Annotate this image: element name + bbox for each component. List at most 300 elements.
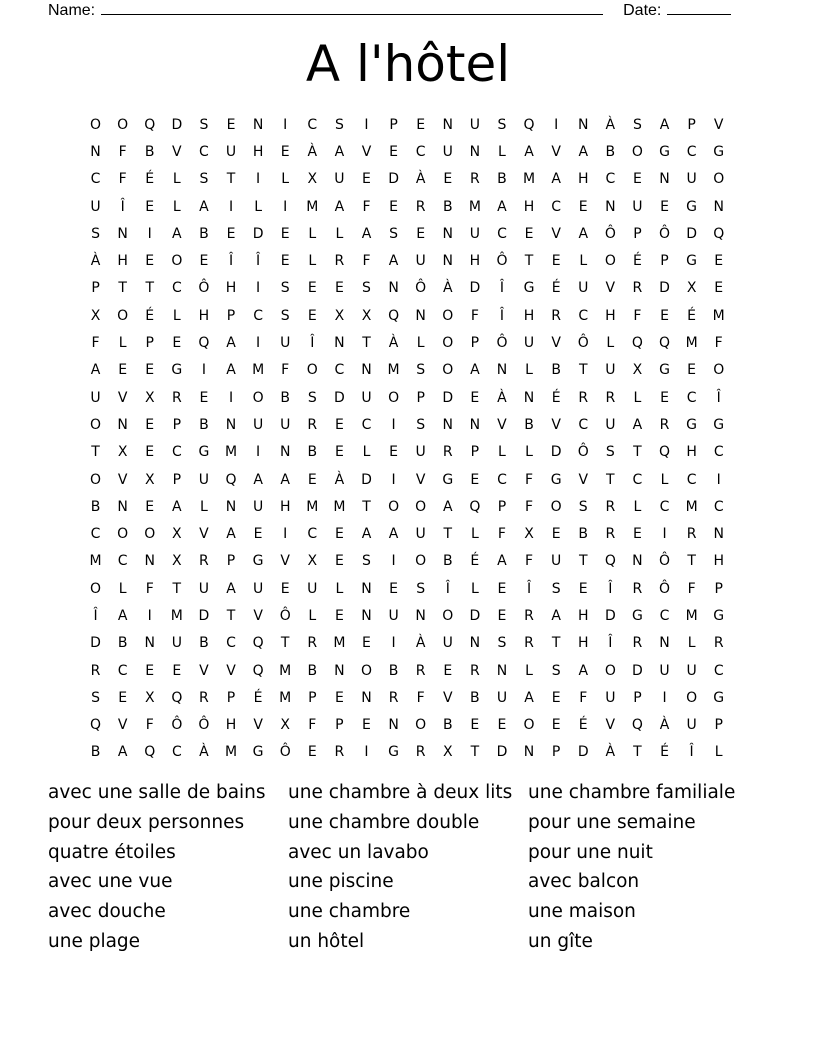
grid-letter[interactable]: A: [497, 553, 507, 570]
grid-letter[interactable]: L: [633, 498, 642, 515]
grid-letter[interactable]: N: [469, 416, 481, 433]
grid-letter[interactable]: D: [469, 280, 481, 297]
grid-letter[interactable]: E: [443, 171, 453, 188]
grid-letter[interactable]: N: [415, 607, 426, 624]
grid-letter[interactable]: C: [171, 744, 182, 761]
grid-letter[interactable]: E: [145, 662, 155, 679]
grid-letter[interactable]: C: [497, 225, 507, 242]
grid-letter[interactable]: A: [524, 143, 534, 160]
grid-letter[interactable]: X: [442, 744, 453, 761]
grid-letter[interactable]: X: [280, 717, 290, 734]
grid-letter[interactable]: S: [551, 580, 561, 597]
grid-letter[interactable]: T: [226, 171, 236, 188]
grid-letter[interactable]: E: [199, 389, 209, 406]
grid-letter[interactable]: S: [280, 307, 290, 324]
grid-letter[interactable]: F: [714, 335, 723, 352]
grid-letter[interactable]: U: [686, 662, 697, 679]
grid-letter[interactable]: R: [334, 253, 345, 270]
grid-letter[interactable]: Q: [631, 717, 643, 734]
grid-letter[interactable]: I: [256, 335, 261, 352]
grid-letter[interactable]: I: [228, 198, 234, 215]
grid-letter[interactable]: R: [415, 744, 426, 761]
grid-letter[interactable]: L: [470, 580, 479, 597]
grid-letter[interactable]: N: [361, 607, 372, 624]
grid-letter[interactable]: U: [171, 635, 182, 652]
grid-letter[interactable]: N: [442, 253, 453, 270]
grid-letter[interactable]: U: [578, 280, 589, 297]
grid-letter[interactable]: S: [334, 116, 344, 133]
grid-letter[interactable]: E: [714, 253, 724, 270]
grid-letter[interactable]: N: [117, 225, 128, 242]
grid-letter[interactable]: D: [686, 225, 697, 242]
grid-letter[interactable]: O: [360, 662, 372, 679]
grid-letter[interactable]: Ô: [415, 280, 427, 297]
grid-letter[interactable]: V: [117, 389, 128, 406]
grid-letter[interactable]: B: [280, 389, 290, 406]
grid-letter[interactable]: P: [687, 116, 696, 133]
grid-letter[interactable]: Ô: [171, 717, 183, 734]
grid-letter[interactable]: L: [470, 526, 479, 543]
grid-letter[interactable]: M: [523, 171, 536, 188]
grid-letter[interactable]: Î: [256, 253, 261, 270]
grid-letter[interactable]: M: [333, 635, 346, 652]
grid-letter[interactable]: L: [660, 471, 669, 488]
grid-letter[interactable]: A: [226, 335, 236, 352]
grid-letter[interactable]: Q: [252, 635, 264, 652]
grid-letter[interactable]: X: [144, 471, 155, 488]
grid-letter[interactable]: U: [252, 498, 264, 515]
grid-letter[interactable]: S: [632, 116, 642, 133]
grid-letter[interactable]: L: [172, 171, 181, 188]
grid-letter[interactable]: H: [225, 717, 237, 734]
grid-letter[interactable]: L: [308, 607, 317, 624]
grid-letter[interactable]: E: [660, 389, 669, 406]
grid-letter[interactable]: O: [442, 362, 454, 379]
grid-letter[interactable]: O: [306, 362, 318, 379]
grid-letter[interactable]: R: [199, 689, 209, 706]
grid-letter[interactable]: U: [198, 580, 210, 597]
grid-letter[interactable]: A: [226, 362, 236, 379]
grid-letter[interactable]: C: [632, 471, 643, 488]
grid-letter[interactable]: S: [199, 171, 209, 188]
grid-letter[interactable]: V: [361, 143, 372, 160]
grid-letter[interactable]: G: [442, 471, 454, 488]
grid-letter[interactable]: B: [605, 143, 616, 160]
grid-letter[interactable]: X: [686, 280, 697, 297]
grid-letter[interactable]: G: [686, 198, 698, 215]
grid-letter[interactable]: I: [662, 689, 667, 706]
grid-letter[interactable]: Q: [171, 689, 183, 706]
grid-letter[interactable]: P: [308, 689, 317, 706]
grid-letter[interactable]: R: [388, 689, 399, 706]
grid-letter[interactable]: E: [389, 580, 398, 597]
grid-letter[interactable]: B: [578, 526, 589, 543]
grid-letter[interactable]: L: [498, 143, 506, 160]
grid-letter[interactable]: B: [199, 416, 209, 433]
grid-letter[interactable]: L: [118, 580, 127, 597]
grid-letter[interactable]: B: [90, 744, 101, 761]
grid-letter[interactable]: A: [388, 526, 399, 543]
grid-letter[interactable]: H: [577, 607, 589, 624]
grid-letter[interactable]: N: [361, 689, 372, 706]
grid-letter[interactable]: A: [280, 471, 290, 488]
grid-letter[interactable]: D: [198, 607, 210, 624]
grid-letter[interactable]: B: [442, 553, 453, 570]
grid-letter[interactable]: P: [91, 280, 100, 297]
grid-letter[interactable]: G: [713, 689, 725, 706]
grid-letter[interactable]: I: [283, 198, 288, 215]
grid-letter[interactable]: A: [334, 198, 345, 215]
grid-letter[interactable]: O: [604, 253, 616, 270]
grid-letter[interactable]: N: [523, 389, 535, 406]
grid-letter[interactable]: O: [442, 335, 454, 352]
grid-letter[interactable]: M: [306, 498, 319, 515]
grid-letter[interactable]: G: [713, 607, 725, 624]
grid-letter[interactable]: O: [523, 717, 535, 734]
grid-letter[interactable]: M: [685, 335, 698, 352]
grid-letter[interactable]: G: [631, 607, 643, 624]
grid-letter[interactable]: O: [415, 553, 427, 570]
grid-letter[interactable]: R: [551, 307, 561, 324]
grid-letter[interactable]: U: [496, 689, 508, 706]
grid-letter[interactable]: À: [415, 171, 426, 188]
grid-letter[interactable]: L: [308, 253, 317, 270]
grid-letter[interactable]: É: [470, 553, 480, 570]
grid-letter[interactable]: Q: [144, 116, 156, 133]
grid-letter[interactable]: E: [578, 198, 588, 215]
grid-letter[interactable]: U: [225, 143, 237, 160]
grid-letter[interactable]: H: [605, 307, 616, 324]
grid-letter[interactable]: N: [225, 416, 237, 433]
grid-letter[interactable]: X: [361, 307, 372, 324]
grid-letter[interactable]: Ô: [659, 580, 671, 597]
grid-letter[interactable]: Î: [689, 744, 694, 761]
grid-letter[interactable]: L: [254, 198, 263, 215]
grid-letter[interactable]: À: [415, 635, 426, 652]
grid-letter[interactable]: À: [497, 389, 507, 406]
grid-letter[interactable]: P: [172, 416, 182, 433]
grid-letter[interactable]: D: [334, 389, 345, 406]
grid-letter[interactable]: E: [362, 635, 371, 652]
grid-letter[interactable]: P: [226, 553, 236, 570]
grid-letter[interactable]: Ô: [279, 744, 291, 761]
grid-letter[interactable]: R: [605, 526, 616, 543]
grid-letter[interactable]: U: [307, 580, 318, 597]
grid-letter[interactable]: E: [334, 444, 344, 461]
grid-letter[interactable]: U: [415, 444, 426, 461]
grid-letter[interactable]: L: [525, 362, 533, 379]
grid-letter[interactable]: P: [226, 689, 236, 706]
grid-letter[interactable]: S: [199, 116, 209, 133]
grid-letter[interactable]: E: [416, 116, 426, 133]
grid-letter[interactable]: I: [391, 553, 396, 570]
grid-letter[interactable]: U: [469, 225, 480, 242]
grid-letter[interactable]: Q: [659, 335, 671, 352]
grid-letter[interactable]: U: [334, 171, 345, 188]
grid-letter[interactable]: Î: [228, 253, 234, 270]
grid-letter[interactable]: U: [198, 471, 210, 488]
grid-letter[interactable]: N: [469, 635, 481, 652]
grid-letter[interactable]: E: [226, 116, 236, 133]
grid-letter[interactable]: O: [686, 689, 698, 706]
grid-letter[interactable]: L: [633, 389, 642, 406]
grid-letter[interactable]: H: [469, 253, 481, 270]
grid-letter[interactable]: A: [578, 662, 589, 679]
grid-letter[interactable]: U: [659, 662, 670, 679]
grid-letter[interactable]: B: [442, 717, 453, 734]
grid-letter[interactable]: M: [712, 307, 725, 324]
grid-letter[interactable]: Q: [604, 553, 616, 570]
grid-letter[interactable]: X: [524, 526, 534, 543]
grid-letter[interactable]: F: [525, 553, 534, 570]
grid-letter[interactable]: E: [199, 253, 209, 270]
grid-letter[interactable]: M: [279, 689, 292, 706]
grid-letter[interactable]: F: [362, 198, 371, 215]
grid-letter[interactable]: N: [523, 744, 535, 761]
grid-letter[interactable]: D: [496, 744, 508, 761]
grid-letter[interactable]: R: [307, 416, 318, 433]
grid-letter[interactable]: V: [117, 717, 128, 734]
grid-letter[interactable]: F: [91, 335, 100, 352]
grid-letter[interactable]: T: [145, 280, 155, 297]
grid-letter[interactable]: G: [388, 744, 399, 761]
grid-letter[interactable]: P: [551, 744, 561, 761]
grid-letter[interactable]: Ô: [198, 717, 210, 734]
grid-letter[interactable]: Ô: [659, 225, 671, 242]
grid-letter[interactable]: E: [280, 225, 290, 242]
grid-letter[interactable]: O: [415, 498, 427, 515]
grid-letter[interactable]: U: [686, 717, 697, 734]
grid-letter[interactable]: E: [524, 225, 534, 242]
grid-letter[interactable]: C: [307, 116, 318, 133]
grid-letter[interactable]: V: [605, 717, 616, 734]
grid-letter[interactable]: C: [497, 471, 507, 488]
grid-letter[interactable]: T: [524, 253, 534, 270]
grid-letter[interactable]: G: [713, 416, 725, 433]
grid-letter[interactable]: U: [361, 389, 372, 406]
grid-letter[interactable]: N: [388, 280, 399, 297]
grid-letter[interactable]: I: [364, 744, 369, 761]
grid-letter[interactable]: T: [172, 580, 182, 597]
grid-letter[interactable]: P: [172, 471, 182, 488]
grid-letter[interactable]: M: [170, 607, 183, 624]
grid-letter[interactable]: Q: [631, 335, 643, 352]
grid-letter[interactable]: N: [496, 662, 508, 679]
grid-letter[interactable]: O: [631, 143, 643, 160]
grid-letter[interactable]: E: [551, 253, 561, 270]
grid-letter[interactable]: R: [442, 444, 453, 461]
grid-letter[interactable]: G: [252, 744, 264, 761]
grid-letter[interactable]: L: [362, 444, 371, 461]
grid-letter[interactable]: E: [253, 526, 263, 543]
grid-letter[interactable]: S: [416, 580, 426, 597]
grid-letter[interactable]: A: [90, 362, 101, 379]
grid-letter[interactable]: E: [578, 580, 588, 597]
grid-letter[interactable]: N: [388, 717, 399, 734]
grid-letter[interactable]: R: [524, 607, 534, 624]
grid-letter[interactable]: I: [716, 471, 721, 488]
grid-letter[interactable]: F: [497, 526, 506, 543]
grid-letter[interactable]: O: [442, 307, 454, 324]
grid-letter[interactable]: N: [442, 416, 453, 433]
grid-letter[interactable]: I: [201, 362, 206, 379]
grid-letter[interactable]: L: [118, 335, 127, 352]
grid-letter[interactable]: H: [279, 498, 291, 515]
grid-letter[interactable]: A: [117, 607, 128, 624]
grid-letter[interactable]: É: [632, 253, 642, 270]
grid-letter[interactable]: Q: [144, 744, 156, 761]
grid-letter[interactable]: P: [416, 389, 425, 406]
grid-letter[interactable]: O: [252, 389, 264, 406]
grid-letter[interactable]: O: [117, 307, 129, 324]
grid-letter[interactable]: U: [252, 580, 264, 597]
grid-letter[interactable]: D: [361, 471, 372, 488]
grid-letter[interactable]: É: [551, 280, 561, 297]
grid-letter[interactable]: V: [415, 471, 426, 488]
grid-letter[interactable]: U: [523, 335, 535, 352]
grid-letter[interactable]: N: [659, 635, 670, 652]
grid-letter[interactable]: R: [90, 662, 101, 679]
grid-letter[interactable]: E: [334, 607, 344, 624]
grid-letter[interactable]: E: [307, 307, 317, 324]
grid-letter[interactable]: D: [442, 389, 454, 406]
grid-letter[interactable]: A: [578, 225, 589, 242]
grid-letter[interactable]: U: [605, 416, 616, 433]
grid-letter[interactable]: F: [416, 689, 425, 706]
grid-letter[interactable]: A: [361, 526, 372, 543]
grid-letter[interactable]: O: [604, 662, 616, 679]
grid-letter[interactable]: C: [171, 444, 182, 461]
grid-letter[interactable]: B: [551, 362, 561, 379]
grid-letter[interactable]: V: [713, 116, 724, 133]
grid-letter[interactable]: I: [391, 416, 396, 433]
grid-letter[interactable]: U: [442, 635, 453, 652]
grid-letter[interactable]: G: [713, 143, 725, 160]
grid-letter[interactable]: E: [660, 198, 669, 215]
grid-letter[interactable]: Q: [713, 225, 725, 242]
grid-letter[interactable]: N: [279, 444, 291, 461]
grid-letter[interactable]: E: [362, 717, 371, 734]
grid-letter[interactable]: E: [172, 662, 182, 679]
grid-letter[interactable]: C: [686, 471, 697, 488]
grid-letter[interactable]: Ô: [279, 607, 291, 624]
grid-letter[interactable]: Î: [499, 280, 505, 297]
grid-letter[interactable]: N: [659, 171, 670, 188]
grid-letter[interactable]: Î: [608, 635, 613, 652]
grid-letter[interactable]: N: [713, 526, 724, 543]
grid-letter[interactable]: N: [90, 143, 101, 160]
grid-letter[interactable]: U: [252, 416, 264, 433]
grid-letter[interactable]: A: [470, 362, 480, 379]
grid-letter[interactable]: H: [117, 253, 128, 270]
grid-letter[interactable]: N: [713, 198, 724, 215]
grid-letter[interactable]: À: [307, 143, 318, 160]
grid-letter[interactable]: B: [144, 143, 155, 160]
grid-letter[interactable]: P: [497, 498, 507, 515]
grid-letter[interactable]: B: [442, 198, 453, 215]
grid-letter[interactable]: S: [578, 498, 588, 515]
grid-letter[interactable]: À: [90, 253, 101, 270]
grid-letter[interactable]: H: [523, 307, 535, 324]
grid-letter[interactable]: N: [632, 553, 643, 570]
grid-letter[interactable]: S: [605, 444, 615, 461]
grid-letter[interactable]: T: [633, 744, 642, 761]
grid-letter[interactable]: P: [335, 717, 344, 734]
grid-letter[interactable]: P: [633, 225, 642, 242]
grid-letter[interactable]: É: [253, 689, 263, 706]
grid-letter[interactable]: N: [469, 143, 481, 160]
grid-letter[interactable]: N: [577, 116, 589, 133]
grid-letter[interactable]: C: [90, 171, 101, 188]
grid-letter[interactable]: V: [578, 471, 589, 488]
grid-letter[interactable]: N: [605, 198, 616, 215]
grid-letter[interactable]: O: [388, 498, 400, 515]
grid-letter[interactable]: T: [551, 635, 561, 652]
grid-letter[interactable]: B: [117, 635, 128, 652]
grid-letter[interactable]: E: [145, 416, 155, 433]
grid-letter[interactable]: L: [200, 498, 208, 515]
grid-letter[interactable]: É: [551, 389, 561, 406]
grid-letter[interactable]: À: [388, 335, 399, 352]
grid-letter[interactable]: X: [172, 553, 182, 570]
grid-letter[interactable]: B: [524, 416, 534, 433]
grid-letter[interactable]: A: [253, 471, 263, 488]
grid-letter[interactable]: D: [550, 444, 562, 461]
grid-letter[interactable]: C: [334, 362, 345, 379]
grid-letter[interactable]: G: [252, 553, 264, 570]
grid-letter[interactable]: A: [226, 580, 236, 597]
grid-letter[interactable]: C: [90, 526, 101, 543]
grid-letter[interactable]: I: [147, 607, 152, 624]
grid-letter[interactable]: T: [470, 744, 480, 761]
grid-letter[interactable]: F: [687, 580, 696, 597]
grid-letter[interactable]: P: [470, 335, 480, 352]
grid-letter[interactable]: À: [199, 744, 209, 761]
grid-letter[interactable]: A: [361, 225, 372, 242]
grid-letter[interactable]: E: [334, 280, 344, 297]
grid-letter[interactable]: À: [334, 471, 345, 488]
grid-letter[interactable]: C: [117, 553, 128, 570]
grid-letter[interactable]: N: [334, 662, 345, 679]
grid-letter[interactable]: E: [470, 717, 480, 734]
grid-letter[interactable]: C: [171, 280, 182, 297]
grid-letter[interactable]: S: [91, 225, 100, 242]
grid-letter[interactable]: Q: [252, 662, 264, 679]
grid-letter[interactable]: N: [144, 553, 155, 570]
grid-letter[interactable]: A: [172, 498, 182, 515]
grid-letter[interactable]: O: [90, 116, 102, 133]
grid-letter[interactable]: X: [117, 444, 128, 461]
grid-letter[interactable]: V: [253, 717, 263, 734]
grid-letter[interactable]: E: [632, 526, 642, 543]
grid-letter[interactable]: B: [199, 225, 209, 242]
grid-letter[interactable]: C: [307, 526, 318, 543]
grid-letter[interactable]: N: [117, 498, 128, 515]
grid-letter[interactable]: E: [687, 362, 697, 379]
grid-letter[interactable]: N: [442, 225, 453, 242]
grid-letter[interactable]: A: [497, 198, 507, 215]
grid-letter[interactable]: Ô: [577, 335, 589, 352]
grid-letter[interactable]: X: [144, 689, 155, 706]
grid-letter[interactable]: F: [145, 580, 154, 597]
grid-letter[interactable]: É: [578, 717, 588, 734]
grid-letter[interactable]: I: [256, 171, 261, 188]
grid-letter[interactable]: U: [280, 335, 291, 352]
grid-letter[interactable]: I: [554, 116, 559, 133]
grid-letter[interactable]: L: [172, 198, 181, 215]
grid-letter[interactable]: C: [551, 198, 562, 215]
grid-letter[interactable]: R: [578, 389, 589, 406]
